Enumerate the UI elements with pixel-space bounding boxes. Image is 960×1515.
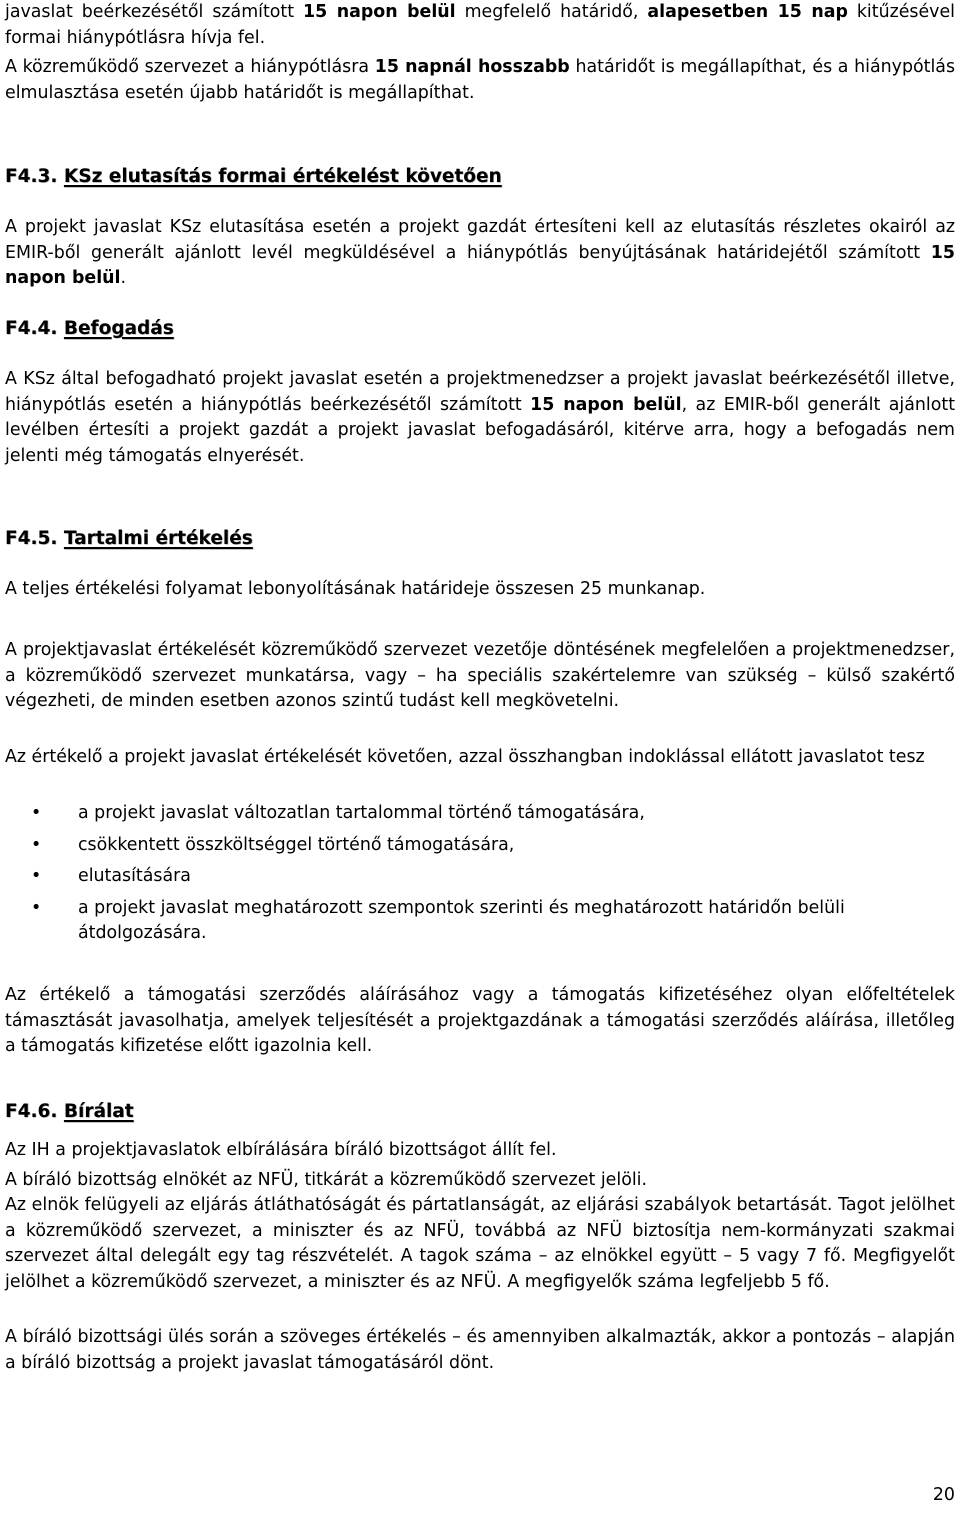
section-number: F4.4. <box>5 318 58 339</box>
intro-paragraph-1 <box>5 0 955 51</box>
f4-5-paragraph-4: Az értékelő a támogatási szerződés aláírásához vagy a támogatás kifizetéséhez olyan előfeltételek támasztását javasolhatja, amelyek teljesítését a projektgazdának a támogatási szerződés aláírása, illetőleg a támogatás kifizetése előtt igazolnia kell. <box>5 985 955 1056</box>
f4-5-paragraph-2: A projektjavaslat értékelését közreműködő szervezet vezetője döntésének megfelelően a projektmenedzser, a közreműködő szervezet munkatársa, vagy – ha speciális szakértelemre van szükség – külső szakértő végezheti, de minden esetben azonos szintű tudást kell megkövetelni. <box>5 640 955 711</box>
f4-3-paragraph <box>5 215 955 292</box>
bold-text: 15 napon belül <box>530 394 682 415</box>
list-item <box>5 833 955 859</box>
bullet-icon: • <box>31 866 42 886</box>
text: , az EMIR-ből generált ajánlott levélben értesíti a projekt gazdát a projekt javaslat befogadásáról, kitérve arra, hogy a befogadás nem jelenti még támogatás elnyerését. <box>5 394 956 466</box>
bold-text: alapesetben 15 nap <box>647 2 848 22</box>
f4-6-paragraph-1: Az IH a projektjavaslatok elbírálására bíráló bizottságot állít fel. <box>5 1140 557 1160</box>
f4-6-paragraph-4: A bíráló bizottsági ülés során a szöveges értékelés – és amennyiben alkalmazták, akkor a pontozás – alapján a bíráló bizottság a projekt javaslat támogatásáról dönt. <box>5 1327 955 1373</box>
bullet-icon: • <box>31 834 42 855</box>
section-heading-f4-6 <box>5 1099 955 1125</box>
section-heading-f4-3 <box>5 164 955 190</box>
list-item <box>5 864 955 890</box>
section-title: Befogadás <box>63 318 174 339</box>
section-title: Bírálat <box>63 1101 134 1122</box>
section-heading-f4-5 <box>5 526 955 552</box>
section-number: F4.5. <box>5 528 58 549</box>
text: javaslat beérkezésétől számított <box>5 2 304 22</box>
text: . <box>120 268 127 288</box>
text: A projekt javaslat KSz elutasítása esetén a projekt gazdát értesíteni kell az elutasítás részletes okairól az EMIR-ből generált ajánlott levél megküldésével a hiánypótlás benyújtásának határidejétől számított <box>5 217 955 263</box>
page-number: 20 <box>932 1485 955 1505</box>
text: A KSz által befogadható projekt javaslat esetén a projektmenedzser a projekt javaslat beérkezésétől illetve, hiánypótlás esetén a hiánypótlás beérkezésétől számított <box>5 369 955 415</box>
bullet-icon: • <box>31 897 42 918</box>
bullet-icon: • <box>31 803 42 823</box>
list-item <box>5 896 955 947</box>
list-item <box>5 801 955 827</box>
list-item-text: a projekt javaslat változatlan tartalommal történő támogatására, <box>78 803 645 823</box>
bold-text: 15 napon belül <box>5 242 955 288</box>
section-number: F4.3. <box>5 166 58 187</box>
f4-5-paragraph-3: Az értékelő a projekt javaslat értékelését követően, azzal összhangban indoklással ellátott javaslatot tesz <box>5 747 925 767</box>
text: kitűzésével formai hiánypótlásra hívja fel. <box>5 2 956 48</box>
bold-text: 15 napon belül <box>303 2 456 22</box>
text: határidőt is megállapíthat, és a hiánypótlás elmulasztása esetén újabb határidőt is megállapíthat. <box>5 57 956 103</box>
text: megfelelő határidő, <box>455 2 648 22</box>
list-item-text: csökkentett összköltséggel történő támogatására, <box>78 834 515 855</box>
f4-6-paragraph-2: A bíráló bizottság elnökét az NFÜ, titkárát a közreműködő szervezet jelöli. <box>5 1170 648 1190</box>
section-title: KSz elutasítás formai értékelést követően <box>63 166 502 187</box>
list-item-text: a projekt javaslat meghatározott szempontok szerinti és meghatározott határidőn belüli átdolgozására. <box>78 897 845 943</box>
intro-paragraph-2 <box>5 55 955 106</box>
section-number: F4.6. <box>5 1101 58 1122</box>
bold-text: 15 napnál hosszabb <box>374 57 570 77</box>
f4-6-paragraph-3: Az elnök felügyeli az eljárás átláthatóságát és pártatlanságát, az eljárási szabályok betartását. Tagot jelölhet a közreműködő szervezet, a miniszter és az NFÜ, továbbá az NFÜ biztosítja nem-kormányzati szakmai szervezet által delegált egy tag részvételét. A tagok száma – az elnökkel együtt – 5 vagy 7 fő. Megfigyelőt jelölhet a közreműködő szervezet, a miniszter és az NFÜ. A megfigyelők száma legfeljebb 5 fő. <box>5 1195 955 1292</box>
section-title: Tartalmi értékelés <box>63 528 253 549</box>
section-heading-f4-4 <box>5 316 955 342</box>
proposal-options-list <box>5 801 955 947</box>
list-item-text: elutasítására <box>78 866 191 886</box>
f4-5-paragraph-1: A teljes értékelési folyamat lebonyolításának határideje összesen 25 munkanap. <box>5 579 706 599</box>
f4-4-paragraph <box>5 367 955 469</box>
text: A közreműködő szervezet a hiánypótlásra <box>5 57 375 77</box>
